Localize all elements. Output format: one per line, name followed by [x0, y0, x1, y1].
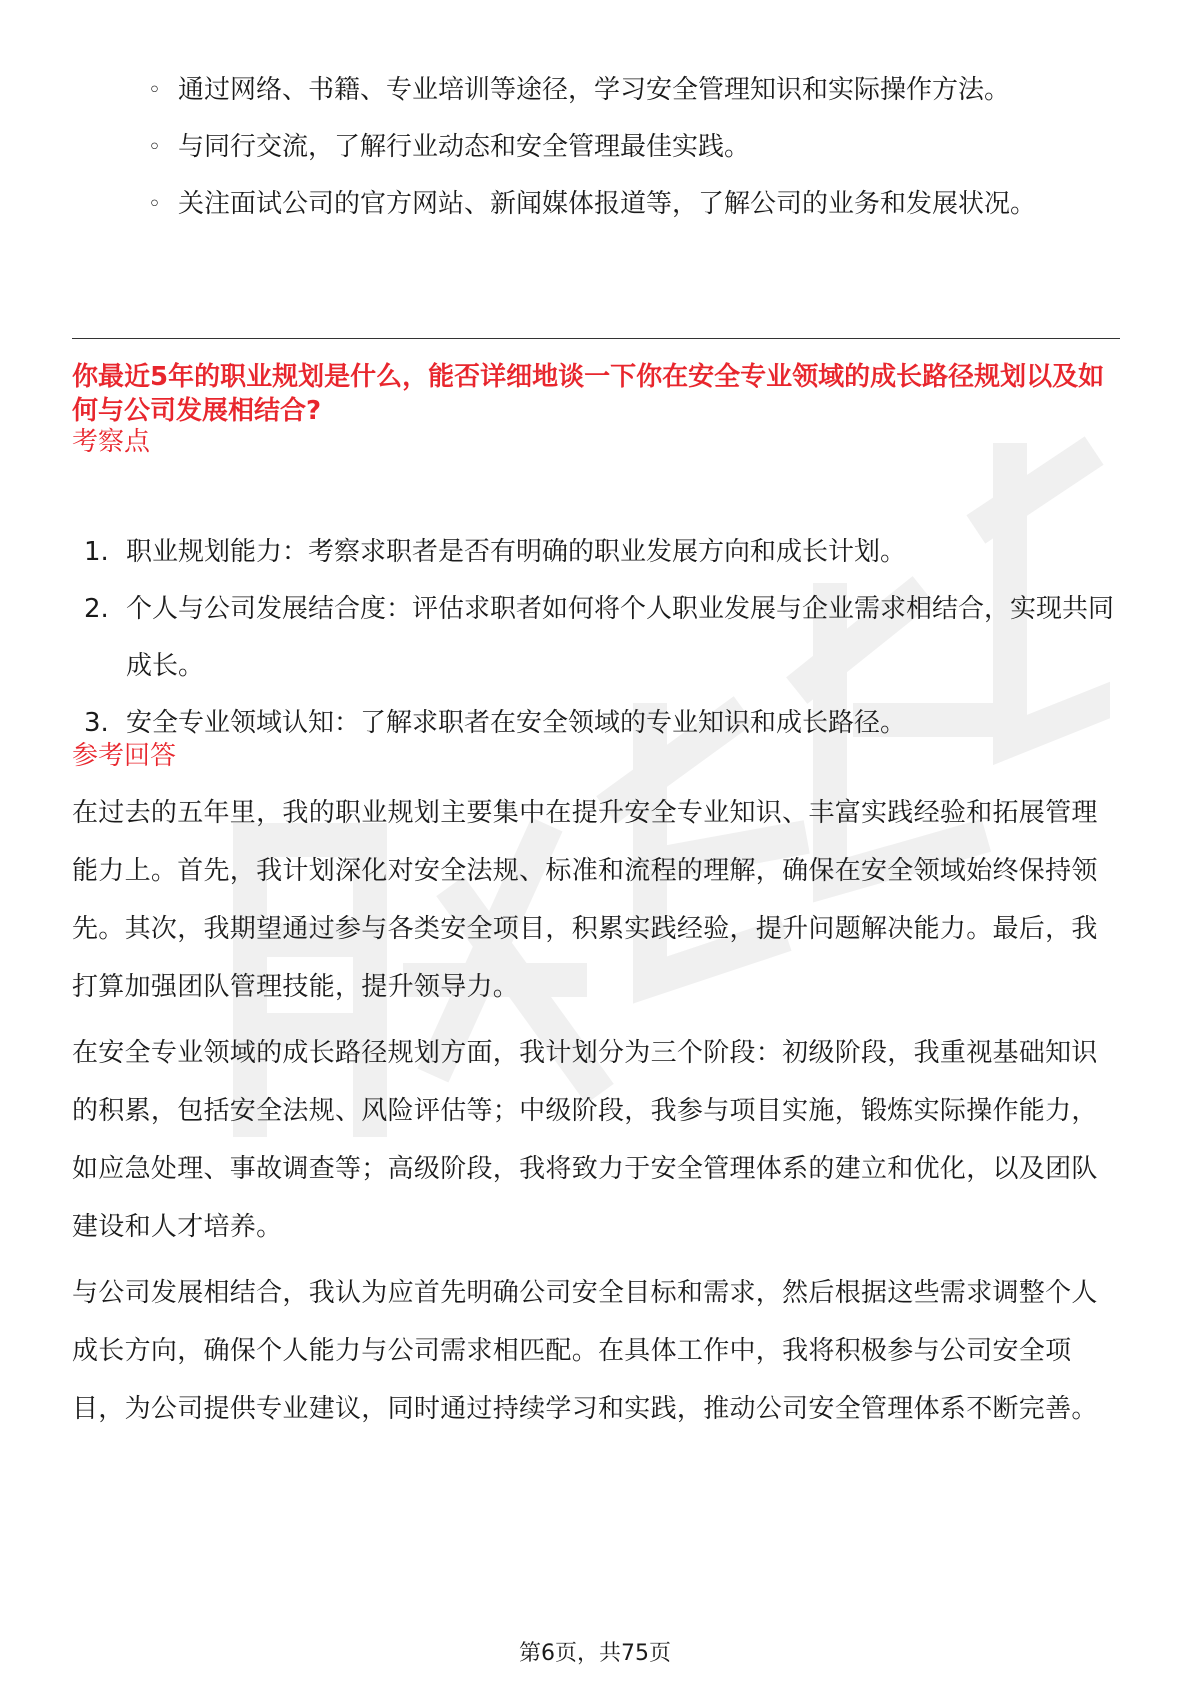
answer-paragraph: 在安全专业领域的成长路径规划方面，我计划分为三个阶段：初级阶段，我重视基础知识的积累，包括安全法规、风险评估等；中级阶段，我参与项目实施，锻炼实际操作能力，如应急处理、事故调查等；高级阶段，我将致力于安全管理体系的建立和优化，以及团队建设和人才培养。: [72, 1038, 1098, 1242]
bullet-icon: ◦: [148, 192, 161, 217]
list-item: [84, 581, 1120, 695]
list-number: 2.: [84, 594, 109, 624]
section-divider: [72, 338, 1120, 339]
bullet-list: [148, 62, 1108, 233]
list-item: [148, 176, 1108, 233]
list-item: [148, 62, 1108, 119]
bullet-icon: ◦: [148, 78, 161, 103]
points-heading: 考察点: [72, 427, 151, 457]
list-item-text: 安全专业领域认知：了解求职者在安全领域的专业知识和成长路径。: [126, 708, 907, 738]
list-item-text: 关注面试公司的官方网站、新闻媒体报道等，了解公司的业务和发展状况。: [178, 189, 1037, 219]
page-number: 第6页，共75页: [519, 1641, 671, 1666]
list-item: [84, 695, 1120, 752]
answer-paragraph: 与公司发展相结合，我认为应首先明确公司安全目标和需求，然后根据这些需求调整个人成长方向，确保个人能力与公司需求相匹配。在具体工作中，我将积极参与公司安全项目，为公司提供专业建议，同时通过持续学习和实践，推动公司安全管理体系不断完善。: [72, 1278, 1098, 1424]
answer-heading: 参考回答: [72, 741, 177, 771]
bullet-icon: ◦: [148, 135, 161, 160]
list-item: [148, 119, 1108, 176]
answer-paragraph: 在过去的五年里，我的职业规划主要集中在提升安全专业知识、丰富实践经验和拓展管理能力上。首先，我计划深化对安全法规、标准和流程的理解，确保在安全领域始终保持领先。其次，我期望通过参与各类安全项目，积累实践经验，提升问题解决能力。最后，我打算加强团队管理技能，提升领导力。: [72, 798, 1098, 1002]
list-number: 1.: [84, 537, 109, 567]
list-item-text: 职业规划能力：考察求职者是否有明确的职业发展方向和成长计划。: [126, 537, 907, 567]
list-number: 3.: [84, 708, 109, 738]
list-item-text: 个人与公司发展结合度：评估求职者如何将个人职业发展与企业需求相结合，实现共同成长。: [126, 594, 1115, 681]
question-heading: 你最近5年的职业规划是什么，能否详细地谈一下你在安全专业领域的成长路径规划以及如何与公司发展相结合?: [72, 362, 1105, 426]
list-item-text: 与同行交流，了解行业动态和安全管理最佳实践。: [178, 132, 751, 162]
list-item: [84, 524, 1120, 581]
list-item-text: 通过网络、书籍、专业培训等途径，学习安全管理知识和实际操作方法。: [178, 75, 1011, 105]
points-list: [84, 524, 1120, 752]
